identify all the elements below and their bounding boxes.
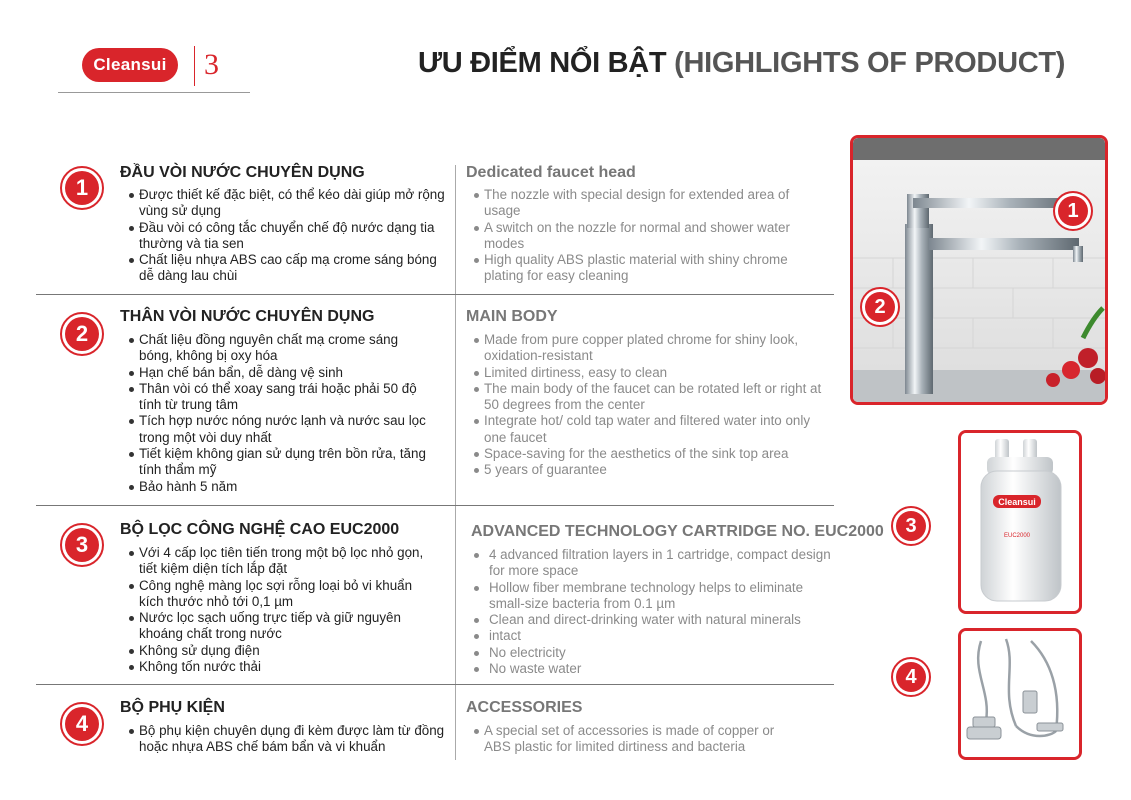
list-item: A special set of accessories is made of copper or ABS plastic for limited dirtiness and bacteria (473, 723, 793, 756)
section-2-title-vi: THÂN VÒI NƯỚC CHUYÊN DỤNG (120, 308, 375, 325)
list-item: Công nghệ màng lọc sợi rỗng loại bỏ vi khuẩn kích thước nhỏ tới 0,1 µm (128, 578, 432, 611)
section-3-list-en (473, 547, 841, 677)
faucet-badge-2: 2 (860, 287, 900, 327)
accessories-illustration (961, 631, 1079, 757)
list-item: Integrate hot/ cold tap water and filtered water into only one faucet (473, 413, 825, 446)
list-item: Limited dirtiness, easy to clean (473, 365, 825, 381)
list-item: Được thiết kế đặc biệt, có thể kéo dài giúp mở rộng vùng sử dụng (128, 187, 446, 220)
list-item: No electricity (473, 645, 841, 661)
column-divider (455, 165, 456, 760)
list-item: Chất liệu đồng nguyên chất mạ crome sáng bóng, không bị oxy hóa (128, 332, 428, 365)
cartridge-illustration (961, 433, 1079, 611)
faucet-badge-1: 1 (1053, 191, 1093, 231)
section-1-list-vi (128, 187, 446, 285)
header-rule (58, 92, 250, 93)
list-item: Nước lọc sạch uống trực tiếp và giữ nguyên khoáng chất trong nước (128, 610, 432, 643)
section-1-title-en: Dedicated faucet head (466, 164, 636, 181)
cartridge-photo (958, 430, 1082, 614)
section-4-badge: 4 (60, 702, 104, 746)
list-item: Made from pure copper plated chrome for shiny look, oxidation-resistant (473, 332, 825, 365)
section-3-title-en: ADVANCED TECHNOLOGY CARTRIDGE NO. EUC2000 (471, 523, 884, 540)
section-1-title-vi: ĐẦU VÒI NƯỚC CHUYÊN DỤNG (120, 164, 365, 181)
accessories-badge-4: 4 (891, 657, 931, 697)
section-divider (36, 684, 834, 685)
list-item: Bộ phụ kiện chuyên dụng đi kèm được làm từ đồng hoặc nhựa ABS chế bám bẩn và vi khuẩn (128, 723, 453, 756)
list-item: intact (473, 628, 841, 644)
list-item: Đầu vòi có công tắc chuyển chế độ nước dạng tia thường và tia sen (128, 220, 446, 253)
section-2-badge: 2 (60, 312, 104, 356)
section-4-title-en: ACCESSORIES (466, 699, 583, 716)
list-item: Không tốn nước thải (128, 659, 432, 675)
list-item: 4 advanced filtration layers in 1 cartridge, compact design for more space (473, 547, 841, 580)
section-4-list-en (473, 723, 793, 756)
section-2-list-en (473, 332, 825, 479)
list-item: High quality ABS plastic material with shiny chrome plating for easy cleaning (473, 252, 825, 285)
list-item: Với 4 cấp lọc tiên tiến trong một bộ lọc nhỏ gọn, tiết kiệm diện tích lắp đặt (128, 545, 432, 578)
section-4-title-vi: BỘ PHỤ KIỆN (120, 699, 225, 716)
section-1-badge: 1 (60, 166, 104, 210)
section-3-title-vi: BỘ LỌC CÔNG NGHỆ CAO EUC2000 (120, 521, 400, 538)
list-item: Không sử dụng điện (128, 643, 432, 659)
section-3-badge: 3 (60, 523, 104, 567)
list-item: A switch on the nozzle for normal and shower water modes (473, 220, 825, 253)
section-2-list-vi (128, 332, 428, 495)
page-title (418, 47, 1065, 80)
svg-text:EUC2000: EUC2000 (1003, 533, 1031, 539)
list-item: Tích hợp nước nóng nước lạnh và nước sau lọc trong một vòi duy nhất (128, 413, 428, 446)
faucet-illustration (853, 138, 1105, 402)
title-vi: ƯU ĐIỂM NỔI BẬT (418, 47, 667, 79)
section-divider (36, 505, 834, 506)
list-item: Bảo hành 5 năm (128, 479, 428, 495)
cleansui-logo: Cleansui (82, 48, 178, 82)
page-number: 3 (204, 48, 219, 81)
list-item: Hạn chế bán bẩn, dễ dàng vệ sinh (128, 365, 428, 381)
faucet-photo (850, 135, 1108, 405)
section-1-list-en (473, 187, 825, 285)
list-item: Hollow fiber membrane technology helps to eliminate small-size bacteria from 0.1 µm (473, 580, 841, 613)
list-item: 5 years of guarantee (473, 462, 825, 478)
logo-divider (194, 46, 195, 86)
list-item: The nozzle with special design for extended area of usage (473, 187, 825, 220)
list-item: Clean and direct-drinking water with natural minerals (473, 612, 841, 628)
list-item: Tiết kiệm không gian sử dụng trên bồn rửa, tăng tính thẩm mỹ (128, 446, 428, 479)
list-item: No waste water (473, 661, 841, 677)
cartridge-badge-3: 3 (891, 506, 931, 546)
list-item: The main body of the faucet can be rotated left or right at 50 degrees from the center (473, 381, 825, 414)
title-en: (HIGHLIGHTS OF PRODUCT) (674, 47, 1066, 79)
list-item: Thân vòi có thể xoay sang trái hoặc phải 50 độ tính từ trung tâm (128, 381, 428, 414)
list-item: Space-saving for the aesthetics of the sink top area (473, 446, 825, 462)
section-divider (36, 294, 834, 295)
section-2-title-en: MAIN BODY (466, 308, 558, 325)
section-4-list-vi (128, 723, 453, 756)
accessories-photo (958, 628, 1082, 760)
list-item: Chất liệu nhựa ABS cao cấp mạ crome sáng bóng dễ dàng lau chùi (128, 252, 446, 285)
svg-text:Cleansui: Cleansui (998, 497, 1036, 507)
section-3-list-vi (128, 545, 432, 675)
